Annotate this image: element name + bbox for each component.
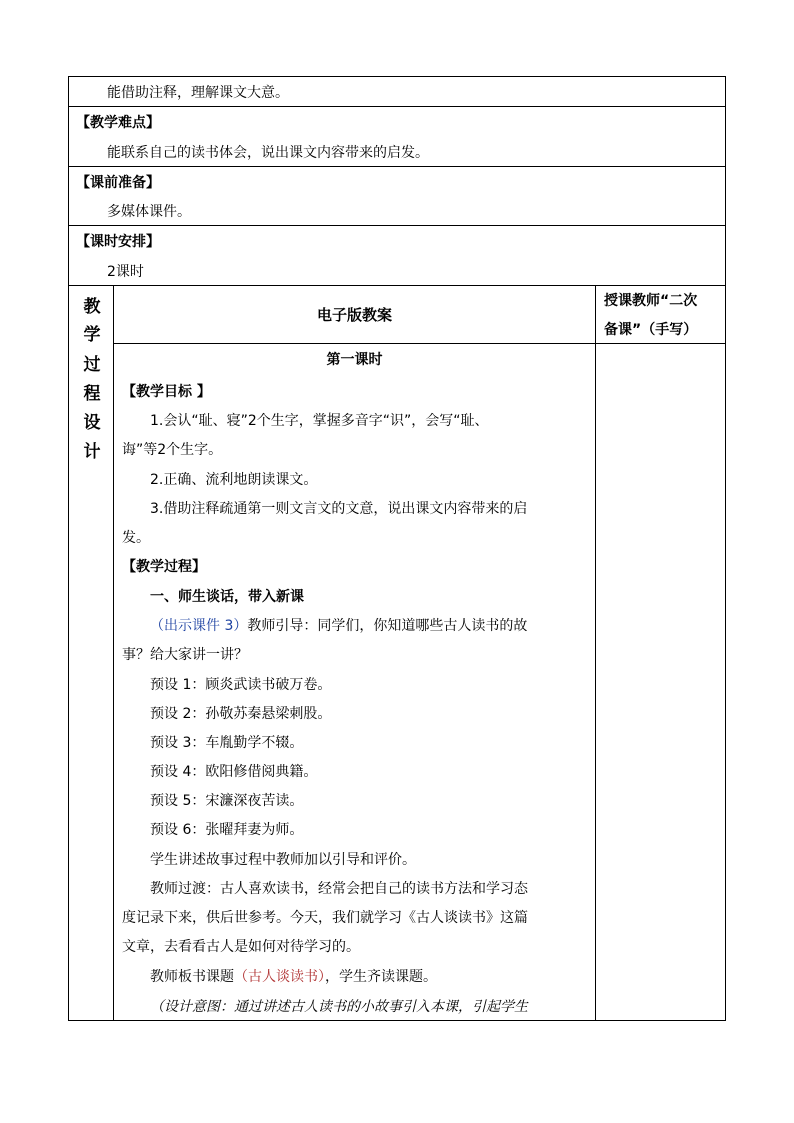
board-title: （古人谈读书）	[234, 969, 325, 985]
preset-item: 预设 1：顾炎武读书破万卷。	[150, 677, 332, 693]
column-header-teacher-line1: 授课教师“二次	[604, 293, 698, 309]
table-border	[68, 166, 726, 167]
guide-text: 教师引导：同学们，你知道哪些古人读书的故	[247, 618, 528, 634]
lesson-title: 第一课时	[326, 352, 383, 368]
objective-3-line2: 发。	[122, 530, 150, 546]
side-label-char: 程	[83, 384, 101, 404]
side-label-char: 计	[83, 442, 101, 462]
courseware-label: （出示课件 3）	[150, 618, 248, 634]
section-heading-preparation: 【课前准备】	[76, 175, 160, 191]
section-heading-difficulty: 【教学难点】	[76, 115, 160, 131]
difficulty-text: 能联系自己的读书体会，说出课文内容带来的启发。	[107, 145, 429, 161]
table-border	[68, 76, 726, 77]
side-label-char: 学	[83, 325, 101, 345]
table-border	[68, 1020, 726, 1021]
side-label-char: 设	[83, 413, 101, 433]
transition-line1: 教师过渡：古人喜欢读书，经常会把自己的读书方法和学习态	[150, 881, 528, 897]
table-border	[68, 225, 726, 226]
student-note: 学生讲述故事过程中教师加以引导和评价。	[150, 852, 416, 868]
side-label-char: 过	[83, 355, 101, 375]
section-heading-schedule: 【课时安排】	[76, 234, 160, 250]
objective-3-line1: 3.借助注释疏通第一则文言文的文意，说出课文内容带来的启	[150, 501, 528, 517]
table-border	[68, 76, 69, 1021]
guide-line1	[150, 616, 527, 636]
process-heading: 【教学过程】	[122, 559, 206, 575]
column-header-plan: 电子版教案	[316, 306, 392, 324]
objective-1-line2: 诲”等2个生字。	[122, 442, 223, 458]
side-label-char: 教	[83, 297, 101, 317]
table-border	[68, 106, 726, 107]
transition-line2: 度记录下来，供后世参考。今天，我们就学习《古人谈读书》这篇	[122, 910, 528, 926]
column-header-teacher-line2: 备课”（手写）	[604, 322, 698, 338]
preset-item: 预设 2：孙敬苏秦悬梁刺股。	[150, 706, 332, 722]
table-border	[113, 343, 726, 344]
board-line	[150, 967, 437, 987]
preset-item: 预设 5：宋濂深夜苦读。	[150, 793, 304, 809]
transition-line3: 文章，去看看古人是如何对待学习的。	[122, 939, 360, 955]
preset-item: 预设 3：车胤勤学不辍。	[150, 735, 304, 751]
design-intent: （设计意图：通过讲述古人读书的小故事引入本课，引起学生	[150, 999, 528, 1015]
table-border	[113, 285, 114, 1021]
key-point-text: 能借助注释，理解课文大意。	[107, 85, 289, 101]
preset-item: 预设 4：欧阳修借阅典籍。	[150, 764, 318, 780]
objective-1-line1: 1.会认“耻、寝”2个生字，掌握多音字“识”，会写“耻、	[150, 413, 489, 429]
schedule-text: 2课时	[107, 264, 144, 280]
objectives-heading: 【教学目标 】	[122, 384, 211, 400]
table-border	[595, 285, 596, 1021]
guide-line2: 事？给大家讲一讲？	[122, 647, 248, 663]
step-1-title: 一、师生谈话，带入新课	[150, 589, 304, 605]
table-border	[68, 285, 726, 286]
preparation-text: 多媒体课件。	[107, 204, 191, 220]
objective-2: 2.正确、流利地朗读课文。	[150, 472, 318, 488]
board-suffix: ，学生齐读课题。	[325, 969, 437, 985]
preset-item: 预设 6：张曜拜妻为师。	[150, 822, 304, 838]
table-border	[725, 76, 726, 1021]
board-prefix: 教师板书课题	[150, 969, 234, 985]
